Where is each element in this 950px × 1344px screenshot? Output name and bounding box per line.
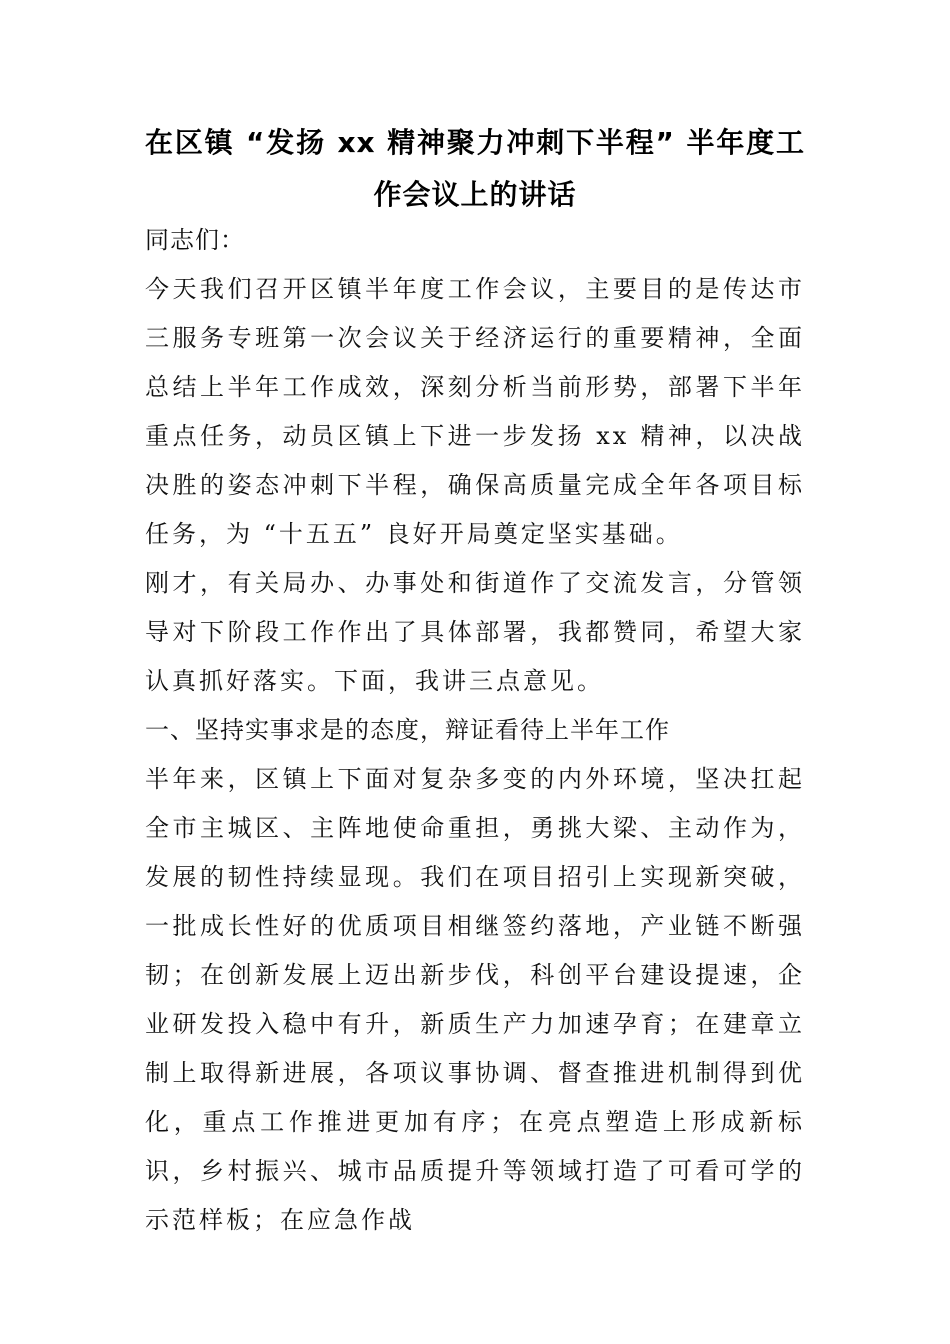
document-title: 在区镇 “发扬 xx 精神聚力冲刺下半程” 半年度工作会议上的讲话 — [145, 126, 805, 211]
paragraph-remarks: 刚才，有关局办、办事处和街道作了交流发言，分管领导对下阶段工作作出了具体部署，我都赞同，希望大家认真抓好落实。下面，我讲三点意见。 — [145, 569, 805, 695]
section-heading: 一、坚持实事求是的态度，辩证看待上半年工作 — [145, 716, 670, 744]
paragraph-intro: 今天我们召开区镇半年度工作会议，主要目的是传达市三服务专班第一次会议关于经济运行的重要精神，全面总结上半年工作成效，深刻分析当前形势，部署下半年重点任务，动员区镇上下进一步发扬 xx 精神，以决战决胜的姿态冲刺下半程，确保高质量完成全年各项目标任务，为 “十五五” 良好开局奠定坚实基础。 — [145, 275, 805, 548]
section-paragraph: 半年来，区镇上下面对复杂多变的内外环境，坚决扛起全市主城区、主阵地使命重担，勇挑大梁、主动作为，发展的韧性持续显现。我们在项目招引上实现新突破，一批成长性好的优质项目相继签约落地，产业链不断强韧；在创新发展上迈出新步伐，科创平台建设提速，企业研发投入稳中有升，新质生产力加速孕育；在建章立制上取得新进展，各项议事协调、督查推进机制得到优化，重点工作推进更加有序；在亮点塑造上形成新标识，乡村振兴、城市品质提升等领域打造了可看可学的示范样板；在应急作战 — [145, 765, 805, 1234]
salutation: 同志们： — [145, 226, 245, 254]
document-body — [145, 216, 805, 1245]
